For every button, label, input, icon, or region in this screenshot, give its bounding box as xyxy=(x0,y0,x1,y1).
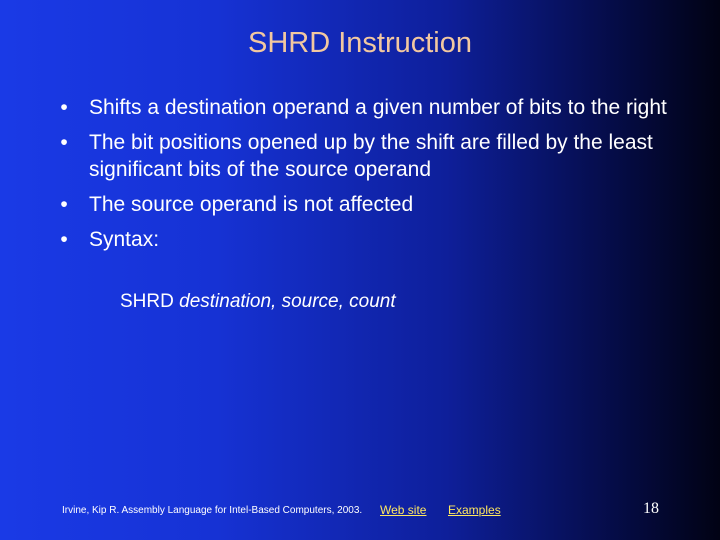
bullet-dot-icon: • xyxy=(60,96,68,119)
bullet-dot-icon: • xyxy=(60,193,68,216)
bullet-text: Syntax: xyxy=(89,228,160,251)
syntax-line xyxy=(120,289,396,315)
examples-link[interactable]: Examples xyxy=(448,503,501,517)
bullet-list xyxy=(57,94,677,261)
bullet-dot-icon: • xyxy=(60,228,68,251)
syntax-args: destination, source, count xyxy=(179,291,396,312)
bullet-item xyxy=(57,226,677,253)
bullet-item xyxy=(57,191,677,218)
web-site-link[interactable]: Web site xyxy=(380,503,427,517)
slide-title: SHRD Instruction xyxy=(247,27,472,59)
syntax-mnemonic: SHRD xyxy=(120,291,174,312)
bullet-dot-icon: • xyxy=(60,131,68,154)
page-number: 18 xyxy=(643,500,659,517)
bullet-text: The bit positions opened up by the shift are filled by the least significant bits of the source operand xyxy=(89,131,653,181)
footer-reference: Irvine, Kip R. Assembly Language for Intel-Based Computers, 2003. xyxy=(62,505,363,516)
bullet-item xyxy=(57,129,677,183)
bullet-item xyxy=(57,94,677,121)
bullet-text: Shifts a destination operand a given number of bits to the right xyxy=(89,96,667,119)
bullet-text: The source operand is not affected xyxy=(89,193,414,216)
